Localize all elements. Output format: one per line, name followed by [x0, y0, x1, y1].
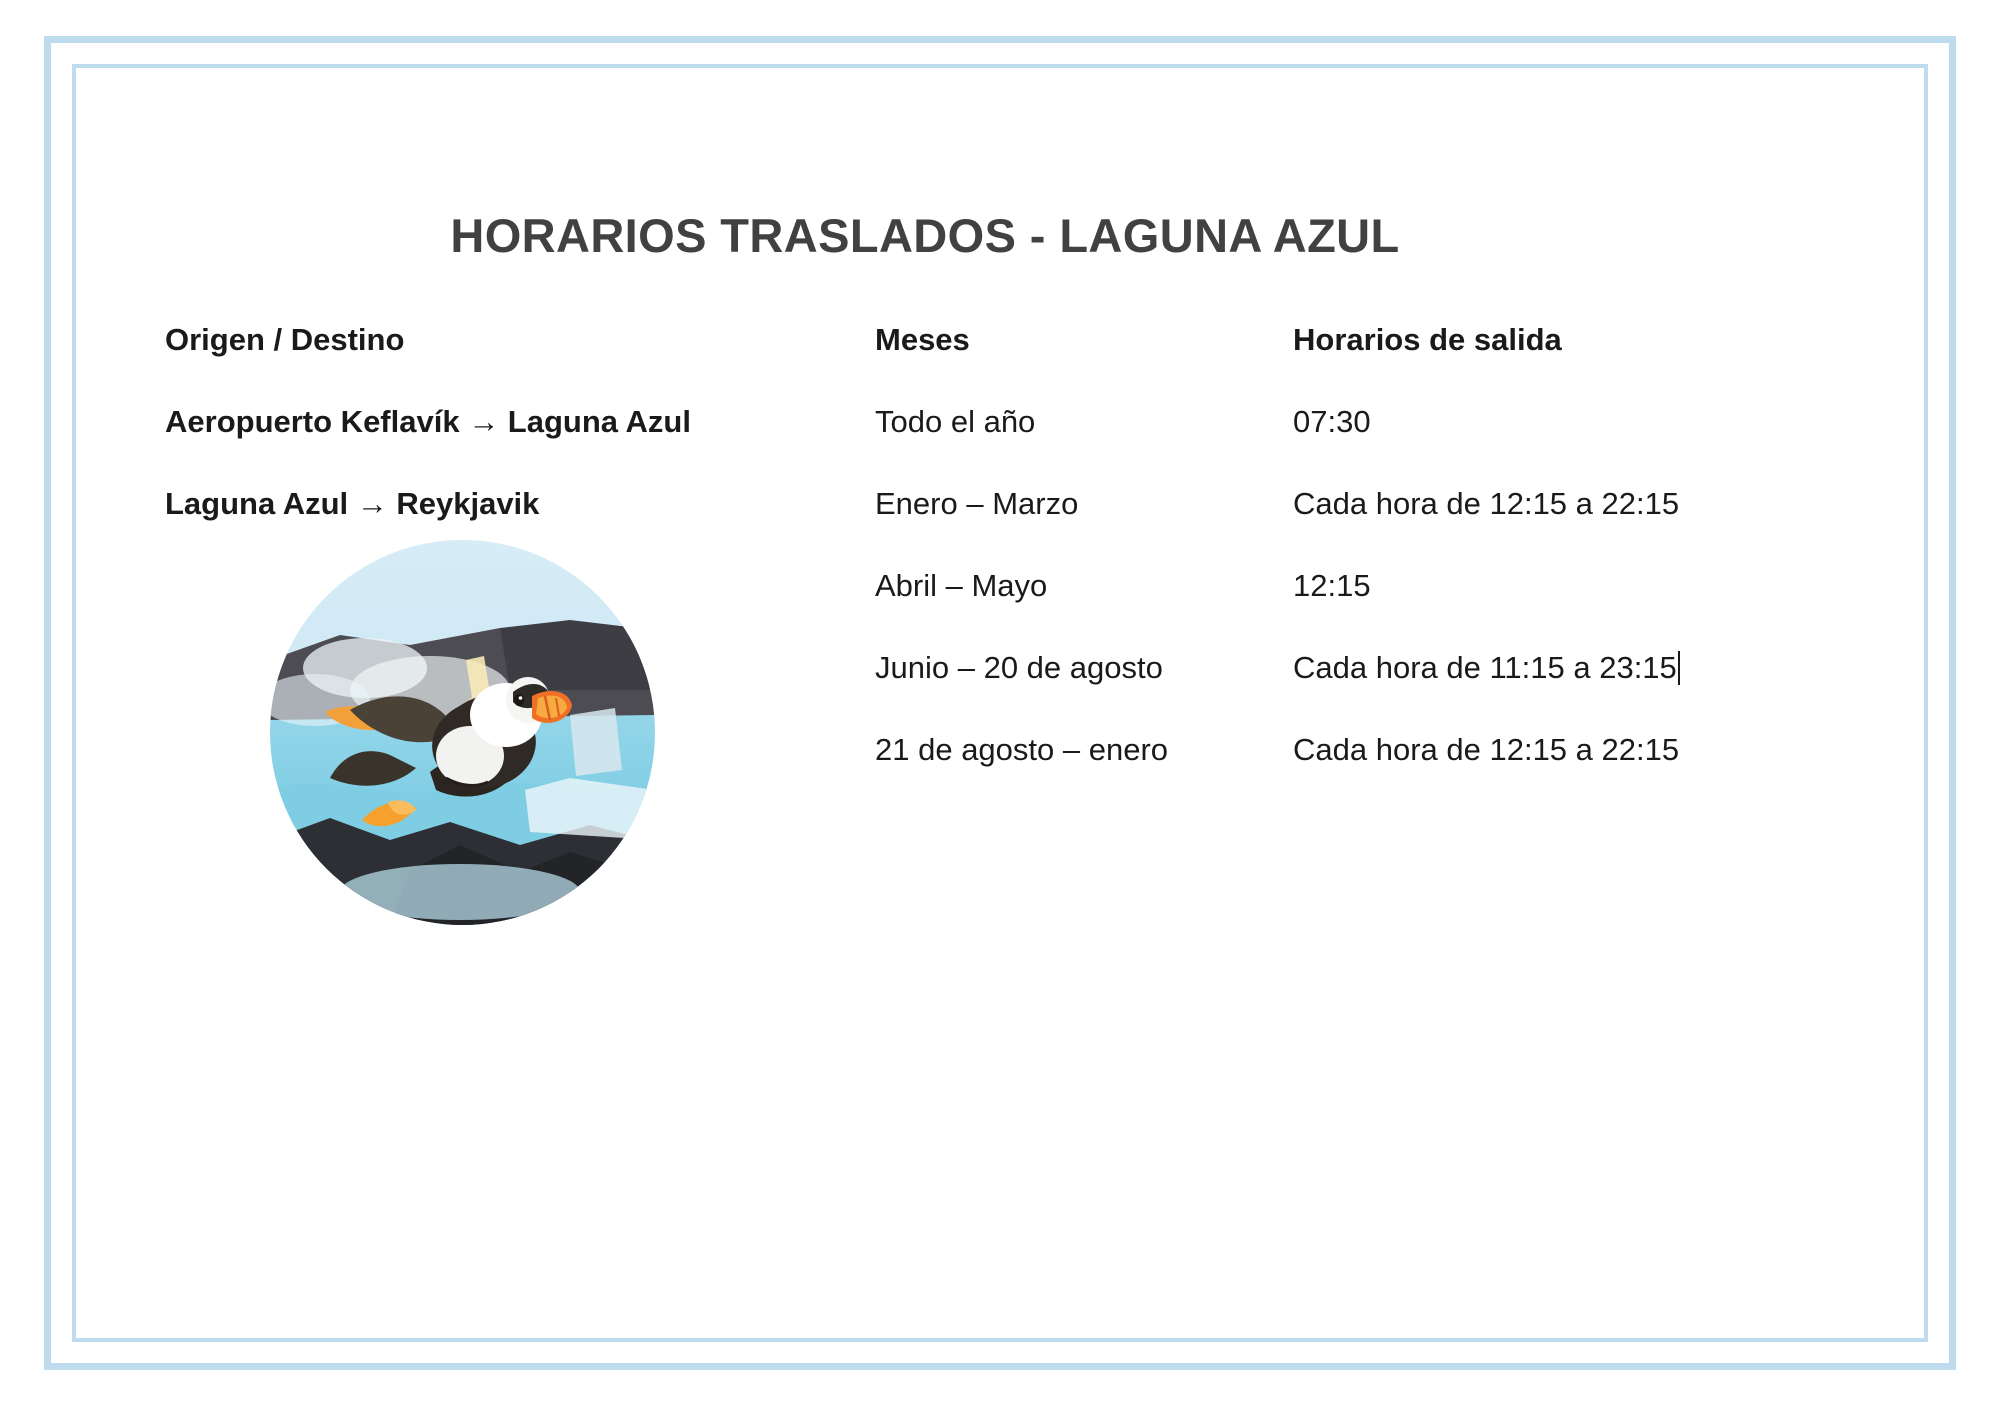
column-header-horarios: Horarios de salida — [1293, 322, 1562, 357]
cell-origen: Laguna Azul → Reykjavik — [165, 486, 540, 521]
cell-horarios: Cada hora de 12:15 a 22:15 — [1293, 732, 1680, 767]
laguna-azul-photo — [270, 540, 655, 925]
table-row — [165, 404, 1865, 486]
cell-horarios-text: Cada hora de 11:15 a 23:15 — [1293, 650, 1677, 685]
cell-meses: 21 de agosto – enero — [875, 732, 1169, 767]
cell-meses: Junio – 20 de agosto — [875, 650, 1163, 685]
cell-horarios: 07:30 — [1293, 404, 1371, 439]
column-header-origen: Origen / Destino — [165, 322, 405, 357]
text-cursor — [1678, 651, 1680, 685]
table-header-row — [165, 322, 1865, 404]
cell-meses: Abril – Mayo — [875, 568, 1048, 603]
page-title: HORARIOS TRASLADOS - LAGUNA AZUL — [450, 209, 1400, 262]
cell-horarios: Cada hora de 12:15 a 22:15 — [1293, 486, 1680, 521]
puffin-lagoon-illustration — [270, 540, 655, 925]
cell-origen: Aeropuerto Keflavík → Laguna Azul — [165, 404, 691, 439]
cell-meses: Enero – Marzo — [875, 486, 1079, 521]
cell-horarios — [1293, 650, 1863, 686]
cell-meses: Todo el año — [875, 404, 1036, 439]
column-header-meses: Meses — [875, 322, 970, 357]
cell-horarios: 12:15 — [1293, 568, 1371, 603]
document-content — [100, 90, 1900, 1316]
